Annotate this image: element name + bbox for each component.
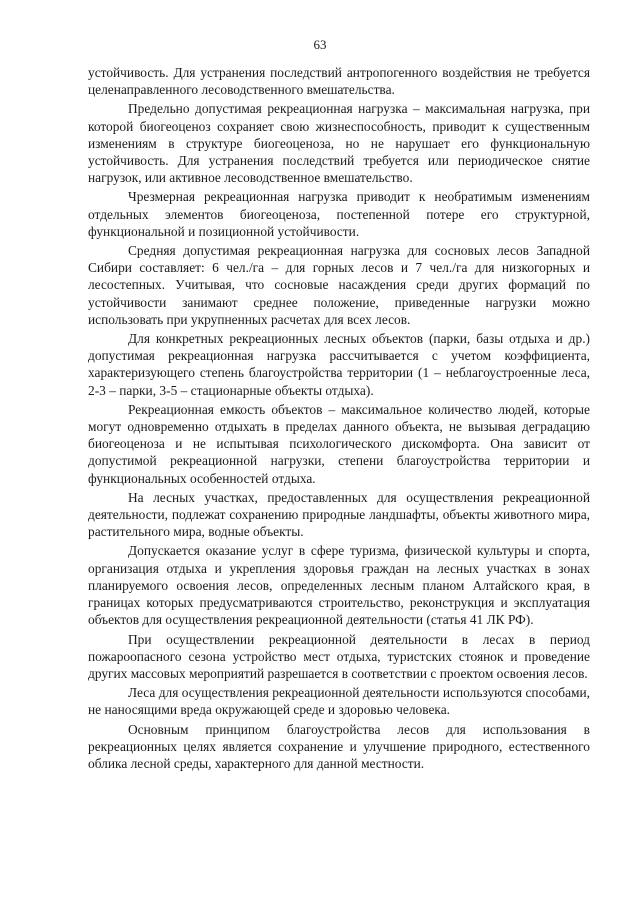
paragraph-usage-methods: Леса для осуществления рекреационной деятельности используются способами, не наносящими вреда окружающей среде и здоровью человека. xyxy=(88,685,590,718)
paragraph-main-principle: Основным принципом благоустройства лесов для использования в рекреационных целях является сохранение и улучшение природного, естественного облика лесной среды, характерного для данной местности. xyxy=(88,721,590,771)
paragraph-recreational-capacity: Рекреационная емкость объектов – максимальное количество людей, которые могут одновременно отдыхать в пределах данного объекта, не вызывая деградацию биогеоценоза и не испытывая психологического дискомфорта. Она зависит от допустимой рекреационной нагрузки, степени благоустройства территории и функциональных особенностей отдыха. xyxy=(88,401,590,486)
paragraph-excessive-load: Чрезмерная рекреационная нагрузка приводит к необратимым изменениям отдельных элементов биогеоценоза, постепенной потере его структурной, функциональной и позиционной устойчивости. xyxy=(88,189,590,239)
paragraph-land-preservation: На лесных участках, предоставленных для осуществления рекреационной деятельности, подлежат сохранению природные ландшафты, объекты животного мира, растительного мира, водные объекты. xyxy=(88,489,590,540)
page-number: 63 xyxy=(313,37,327,52)
paragraph-specific-objects: Для конкретных рекреационных лесных объектов (парки, базы отдыха и др.) допустимая рекреационная нагрузка рассчитывается с учетом коэффициента, характеризующего степень благоустройства территории (1 – неблагоустроенные леса, 2-3 – парки, 3-5 – стационарные объекты отдыха). xyxy=(88,331,590,398)
paragraph-continuation: устойчивость. Для устранения последствий антропогенного воздействия не требуется целенаправленного лесоводственного вмешательства. xyxy=(88,65,590,98)
document-body xyxy=(88,64,590,774)
paragraph-fire-season: При осуществлении рекреационной деятельности в лесах в период пожароопасного сезона устройство мест отдыха, туристских стоянок и проведение других массовых мероприятий разрешается в соответствии с проектом освоения лесов. xyxy=(88,631,590,681)
paragraph-average-load: Средняя допустимая рекреационная нагрузка для сосновых лесов Западной Сибири составляет: 6 чел./га – для горных лесов и 7 чел./га для низкогорных и лесостепных. Учитывая, что сосновые насаждения среди других формаций по устойчивости занимают среднее положение, приведенные нагрузки можно использовать при укрупненных расчетах для всех лесов. xyxy=(88,243,590,327)
paragraph-services: Допускается оказание услуг в сфере туризма, физической культуры и спорта, организация отдыха и укрепления здоровья граждан на лесных участках в зонах планируемого освоения лесов, определенных лесным планом Алтайского края, в границах которых предусматриваются строительство, реконструкция и эксплуатация объектов для осуществления рекреационной деятельности (статья 41 ЛК РФ). xyxy=(88,543,590,628)
paragraph-max-load: Предельно допустимая рекреационная нагрузка – максимальная нагрузка, при которой биогеоценоз сохраняет свою жизнеспособность, приводит к существенным изменениям в структуре биогеоценоза, но не нарушает его функциональную устойчивость. Для устранения последствий требуется или периодическое снятие нагрузок, или активное лесоводственное вмешательство. xyxy=(88,101,590,186)
